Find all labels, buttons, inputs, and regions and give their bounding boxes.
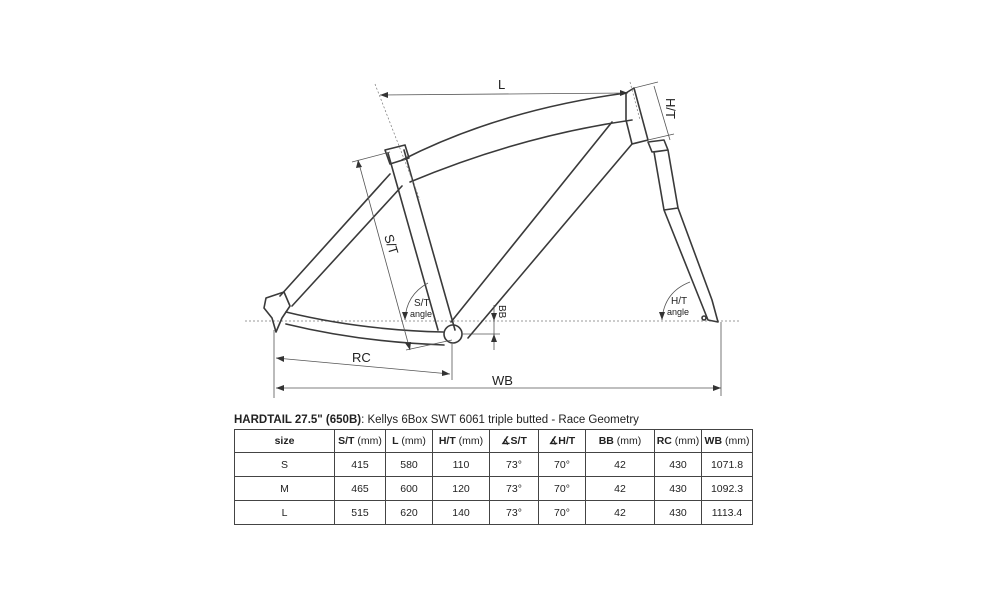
cell-st-angle: 73° [490,477,539,501]
st-angle-label: S/T [414,298,430,309]
cell-ht: 110 [433,453,490,477]
head-tube [626,88,648,144]
st-angle-sub-label: angle [410,309,433,319]
cell-ht: 140 [433,501,490,525]
cell-wb: 1071.8 [702,453,753,477]
cell-l: 620 [386,501,433,525]
caption-model: HARDTAIL 27.5" (650B) [234,414,362,426]
caption-description: : Kellys 6Box SWT 6061 triple butted - Race Geometry [361,414,639,426]
rear-dropout [264,292,290,332]
table-row [235,453,753,477]
cell-rc: 430 [655,477,702,501]
cell-st: 415 [335,453,386,477]
cell-bb: 42 [586,477,655,501]
header-ht: H/T (mm) [433,430,490,453]
fork-dropout [702,316,706,320]
header-ht-angle: ∡H/T [539,430,586,453]
cell-size: M [235,477,335,501]
header-st-angle: ∡S/T [490,430,539,453]
cell-ht-angle: 70° [539,453,586,477]
down-tube [451,122,632,338]
header-st: S/T (mm) [335,430,386,453]
bottom-bracket [444,325,462,343]
cell-wb: 1113.4 [702,501,753,525]
l-dimension-line [380,93,628,95]
ht-angle-label: H/T [671,296,688,307]
st-dimension-line [358,160,410,350]
cell-rc: 430 [655,501,702,525]
table-header-row [235,430,753,453]
cell-size: S [235,453,335,477]
table-row [235,501,753,525]
cell-st: 465 [335,477,386,501]
top-tube [402,93,632,182]
header-wb: WB (mm) [702,430,753,453]
cell-st-angle: 73° [490,501,539,525]
cell-l: 600 [386,477,433,501]
ht-angle-sub-label: angle [667,307,690,317]
rc-label: RC [352,350,371,365]
cell-ht: 120 [433,477,490,501]
cell-rc: 430 [655,453,702,477]
header-l: L (mm) [386,430,433,453]
st-label: S/T [381,232,402,257]
table-row [235,477,753,501]
wb-label: WB [492,373,513,388]
cell-ht-angle: 70° [539,477,586,501]
ht-label: H/T [663,98,678,119]
cell-size: L [235,501,335,525]
header-size: size [235,430,335,453]
cell-bb: 42 [586,501,655,525]
cell-ht-angle: 70° [539,501,586,525]
geometry-table [234,429,753,525]
header-rc: RC (mm) [655,430,702,453]
cell-bb: 42 [586,453,655,477]
fork [648,140,718,322]
table-caption [234,414,639,426]
l-label: L [498,77,506,92]
bb-label: BB [496,305,507,319]
cell-l: 580 [386,453,433,477]
cell-st-angle: 73° [490,453,539,477]
cell-st: 515 [335,501,386,525]
header-bb: BB (mm) [586,430,655,453]
cell-wb: 1092.3 [702,477,753,501]
